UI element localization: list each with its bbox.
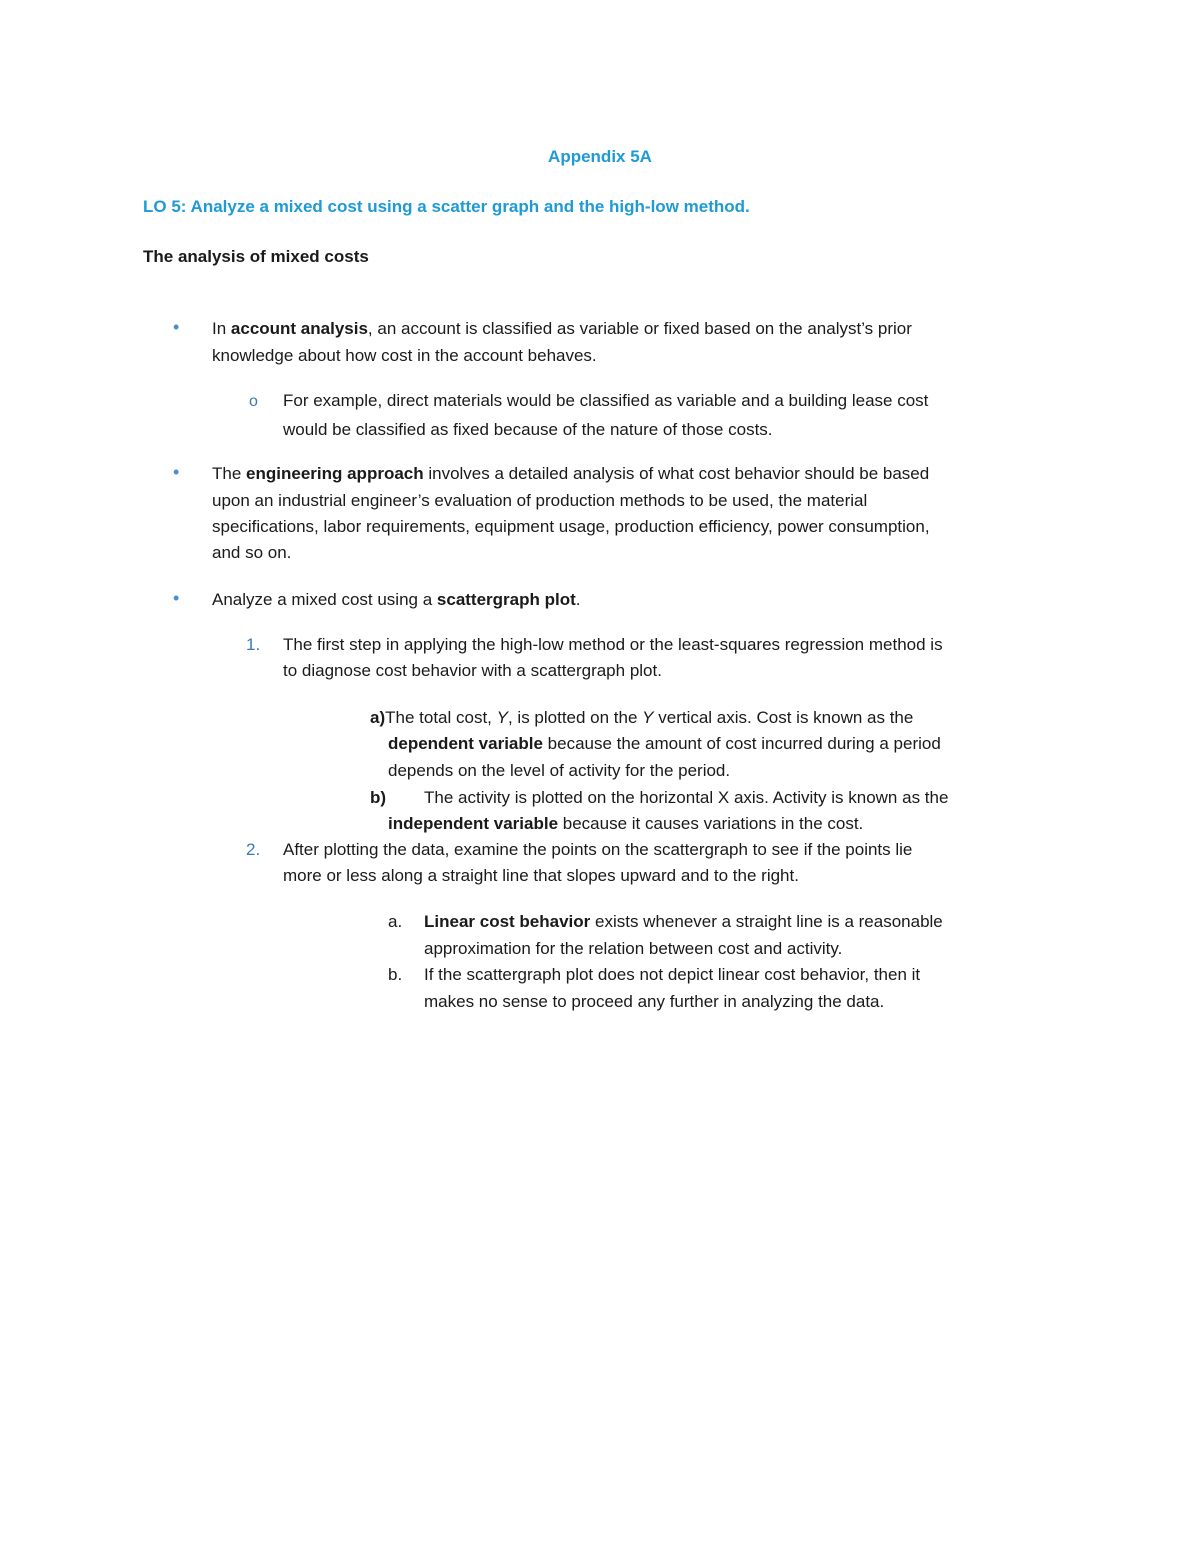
- substep-line: depends on the level of activity for the period.: [388, 761, 731, 780]
- substep-line: Linear cost behavior exists whenever a straight line is a reasonable: [424, 912, 943, 931]
- substep-line: dependent variable because the amount of cost incurred during a period: [388, 734, 941, 753]
- substep-marker: b): [370, 788, 387, 807]
- bullet-line: and so on.: [212, 543, 292, 562]
- section-heading: The analysis of mixed costs: [143, 247, 369, 266]
- substep-marker: b.: [388, 965, 403, 984]
- step-line: to diagnose cost behavior with a scattergraph plot.: [283, 661, 662, 680]
- substep-line: independent variable because it causes variations in the cost.: [388, 814, 864, 833]
- term-independent-variable: independent variable: [388, 814, 559, 833]
- bullet-marker: •: [173, 462, 180, 482]
- substep-marker: a.: [388, 912, 403, 931]
- step-line: The first step in applying the high-low method or the least-squares regression method is: [283, 635, 943, 654]
- term-account-analysis: account analysis: [230, 319, 368, 338]
- step-line: After plotting the data, examine the points on the scattergraph to see if the points lie: [283, 840, 913, 859]
- page-title: Appendix 5A: [548, 147, 652, 166]
- sub-bullet-marker: o: [249, 393, 258, 410]
- bullet-line: specifications, labor requirements, equipment usage, production efficiency, power consumption,: [212, 517, 930, 536]
- substep-line: If the scattergraph plot does not depict linear cost behavior, then it: [424, 965, 921, 984]
- substep-line: a)The total cost, Y, is plotted on the Y vertical axis. Cost is known as the: [370, 708, 914, 727]
- bullet-line: Analyze a mixed cost using a scattergraph plot.: [212, 590, 581, 609]
- sub-bullet-line: For example, direct materials would be classified as variable and a building lease cost: [283, 391, 929, 410]
- term-dependent-variable: dependent variable: [388, 734, 543, 753]
- bullet-line: knowledge about how cost in the account behaves.: [212, 346, 597, 365]
- substep-line: The activity is plotted on the horizontal X axis. Activity is known as the: [424, 788, 949, 807]
- sub-bullet-line: would be classified as fixed because of the nature of those costs.: [283, 420, 773, 439]
- bullet-marker: •: [173, 317, 180, 337]
- bullet-line: upon an industrial engineer’s evaluation of production methods to be used, the material: [212, 491, 868, 510]
- step-number: 2.: [246, 840, 261, 859]
- step-number: 1.: [246, 635, 261, 654]
- bullet-marker: •: [173, 588, 180, 608]
- substep-line: approximation for the relation between cost and activity.: [424, 939, 843, 958]
- substep-marker: a): [370, 708, 386, 727]
- bullet-line: In account analysis, an account is classified as variable or fixed based on the analyst’s prior: [212, 319, 912, 338]
- term-linear-cost-behavior: Linear cost behavior: [424, 912, 591, 931]
- term-engineering-approach: engineering approach: [246, 464, 424, 483]
- step-line: more or less along a straight line that slopes upward and to the right.: [283, 866, 799, 885]
- substep-line: makes no sense to proceed any further in analyzing the data.: [424, 992, 885, 1011]
- term-scattergraph-plot: scattergraph plot: [436, 590, 576, 609]
- learning-objective: LO 5: Analyze a mixed cost using a scatter graph and the high-low method.: [143, 197, 750, 216]
- bullet-line: The engineering approach involves a detailed analysis of what cost behavior should be based: [212, 464, 930, 483]
